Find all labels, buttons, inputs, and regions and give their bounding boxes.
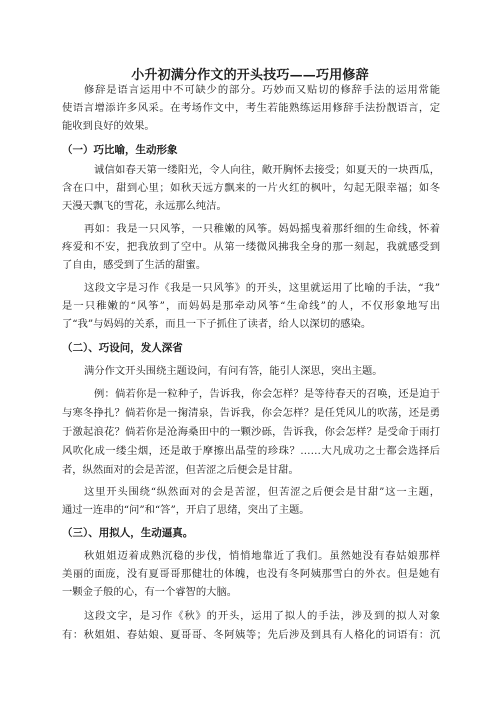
paragraph-line: 含在口中，甜到心里；如秋天远方飘来的一片火红的枫叶，勾起无限幸福；如冬 [62,182,440,194]
paragraph-line: 风吹化成一缕尘烟，还是敢于摩擦出晶莹的珍珠？……大凡成功之士都会选择后 [62,445,440,457]
paragraph-line: 天漫天飘飞的雪花，永远那么纯洁。 [62,200,227,212]
paragraph-line: 这里开头围绕“纵然面对的会是苦涩，但苦涩之后便会是甘甜”这一主题， [84,486,440,498]
section-heading: （二）、巧设问，发人深省 [62,342,183,354]
paragraph-line: 通过一连串的“问”和“答”，开启了思绪，突出了主题。 [62,504,310,516]
paragraph-line: 再如：我是一只风筝，一只稚嫩的风筝。妈妈摇曳着那纤细的生命线，怀着 [84,223,440,235]
paragraph-line: 秋姐姐迈着成熟沉稳的步伐，悄悄地靠近了我们。虽然她没有春姑娘那样 [84,550,440,562]
paragraph-line: 一颗金子般的心，有一个睿智的大脑。 [62,586,238,598]
paragraph-line: 满分作文开头围绕主题设问，有问有答，能引人深思，突出主题。 [84,365,383,377]
paragraph-line: 使语言增添许多风采。在考场作文中，考生若能熟练运用修辞手法扮靓语言，定 [62,102,440,114]
paragraph-line: 与寒冬挣扎？倘若你是一掬清泉，告诉我，你会怎样？是任凭风儿的吹荡，还是勇 [62,407,440,419]
paragraph-line: 是一只稚嫩的“风筝”，而妈妈是那牵动风筝“生命线”的人，不仅形象地写出 [62,300,440,312]
paragraph-line: 美丽的面庞，没有夏哥哥那健壮的体魄，也没有冬阿姨那雪白的外衣。但是她有 [62,568,440,580]
paragraph-line: 例：倘若你是一粒种子，告诉我，你会怎样？是等待春天的召唤，还是迫于 [94,388,440,400]
paragraph-line: 了“我”与妈妈的关系，而且一下子抓住了读者，给人以深切的感染。 [62,318,372,330]
paragraph-line: 这段文字是习作《我是一只风筝》的开头，这里就运用了比喻的手法，“我” [84,282,440,294]
paragraph-line: 诚信如春天第一缕阳光，令人向往，敞开胸怀去接受；如夏天的一块西瓜， [94,164,440,176]
document-title: 小升初满分作文的开头技巧——巧用修辞 [131,68,369,83]
section-heading: （一）巧比喻，生动形象 [62,144,178,156]
paragraph-line: 于激起浪花？倘若你是沧海桑田中的一颗沙砾，告诉我，你会怎样？是受命于雨打 [62,426,440,438]
paragraph-line: 能收到良好的效果。 [62,120,155,132]
paragraph-line: 这段文字，是习作《秋》的开头，运用了拟人的手法，涉及到的拟人对象 [84,610,440,622]
paragraph-line: 者，纵然面对的会是苦涩，但苦涩之后便会是甘甜。 [62,464,299,476]
paragraph-line: 修辞是语言运用中不可缺少的部分。巧妙而又贴切的修辞手法的运用常能 [84,84,440,96]
paragraph-line: 有：秋姐姐、春姑娘、夏哥哥、冬阿姨等；先后涉及到具有人格化的词语有：沉 [62,629,440,641]
paragraph-line: 疼爱和不安，把我放到了空中。从第一缕微风拂我全身的那一刻起，我就感受到 [62,241,440,253]
section-heading: （三）、用拟人，生动逼真。 [62,527,194,539]
paragraph-line: 了自由，感受到了生活的甜蜜。 [62,259,207,271]
